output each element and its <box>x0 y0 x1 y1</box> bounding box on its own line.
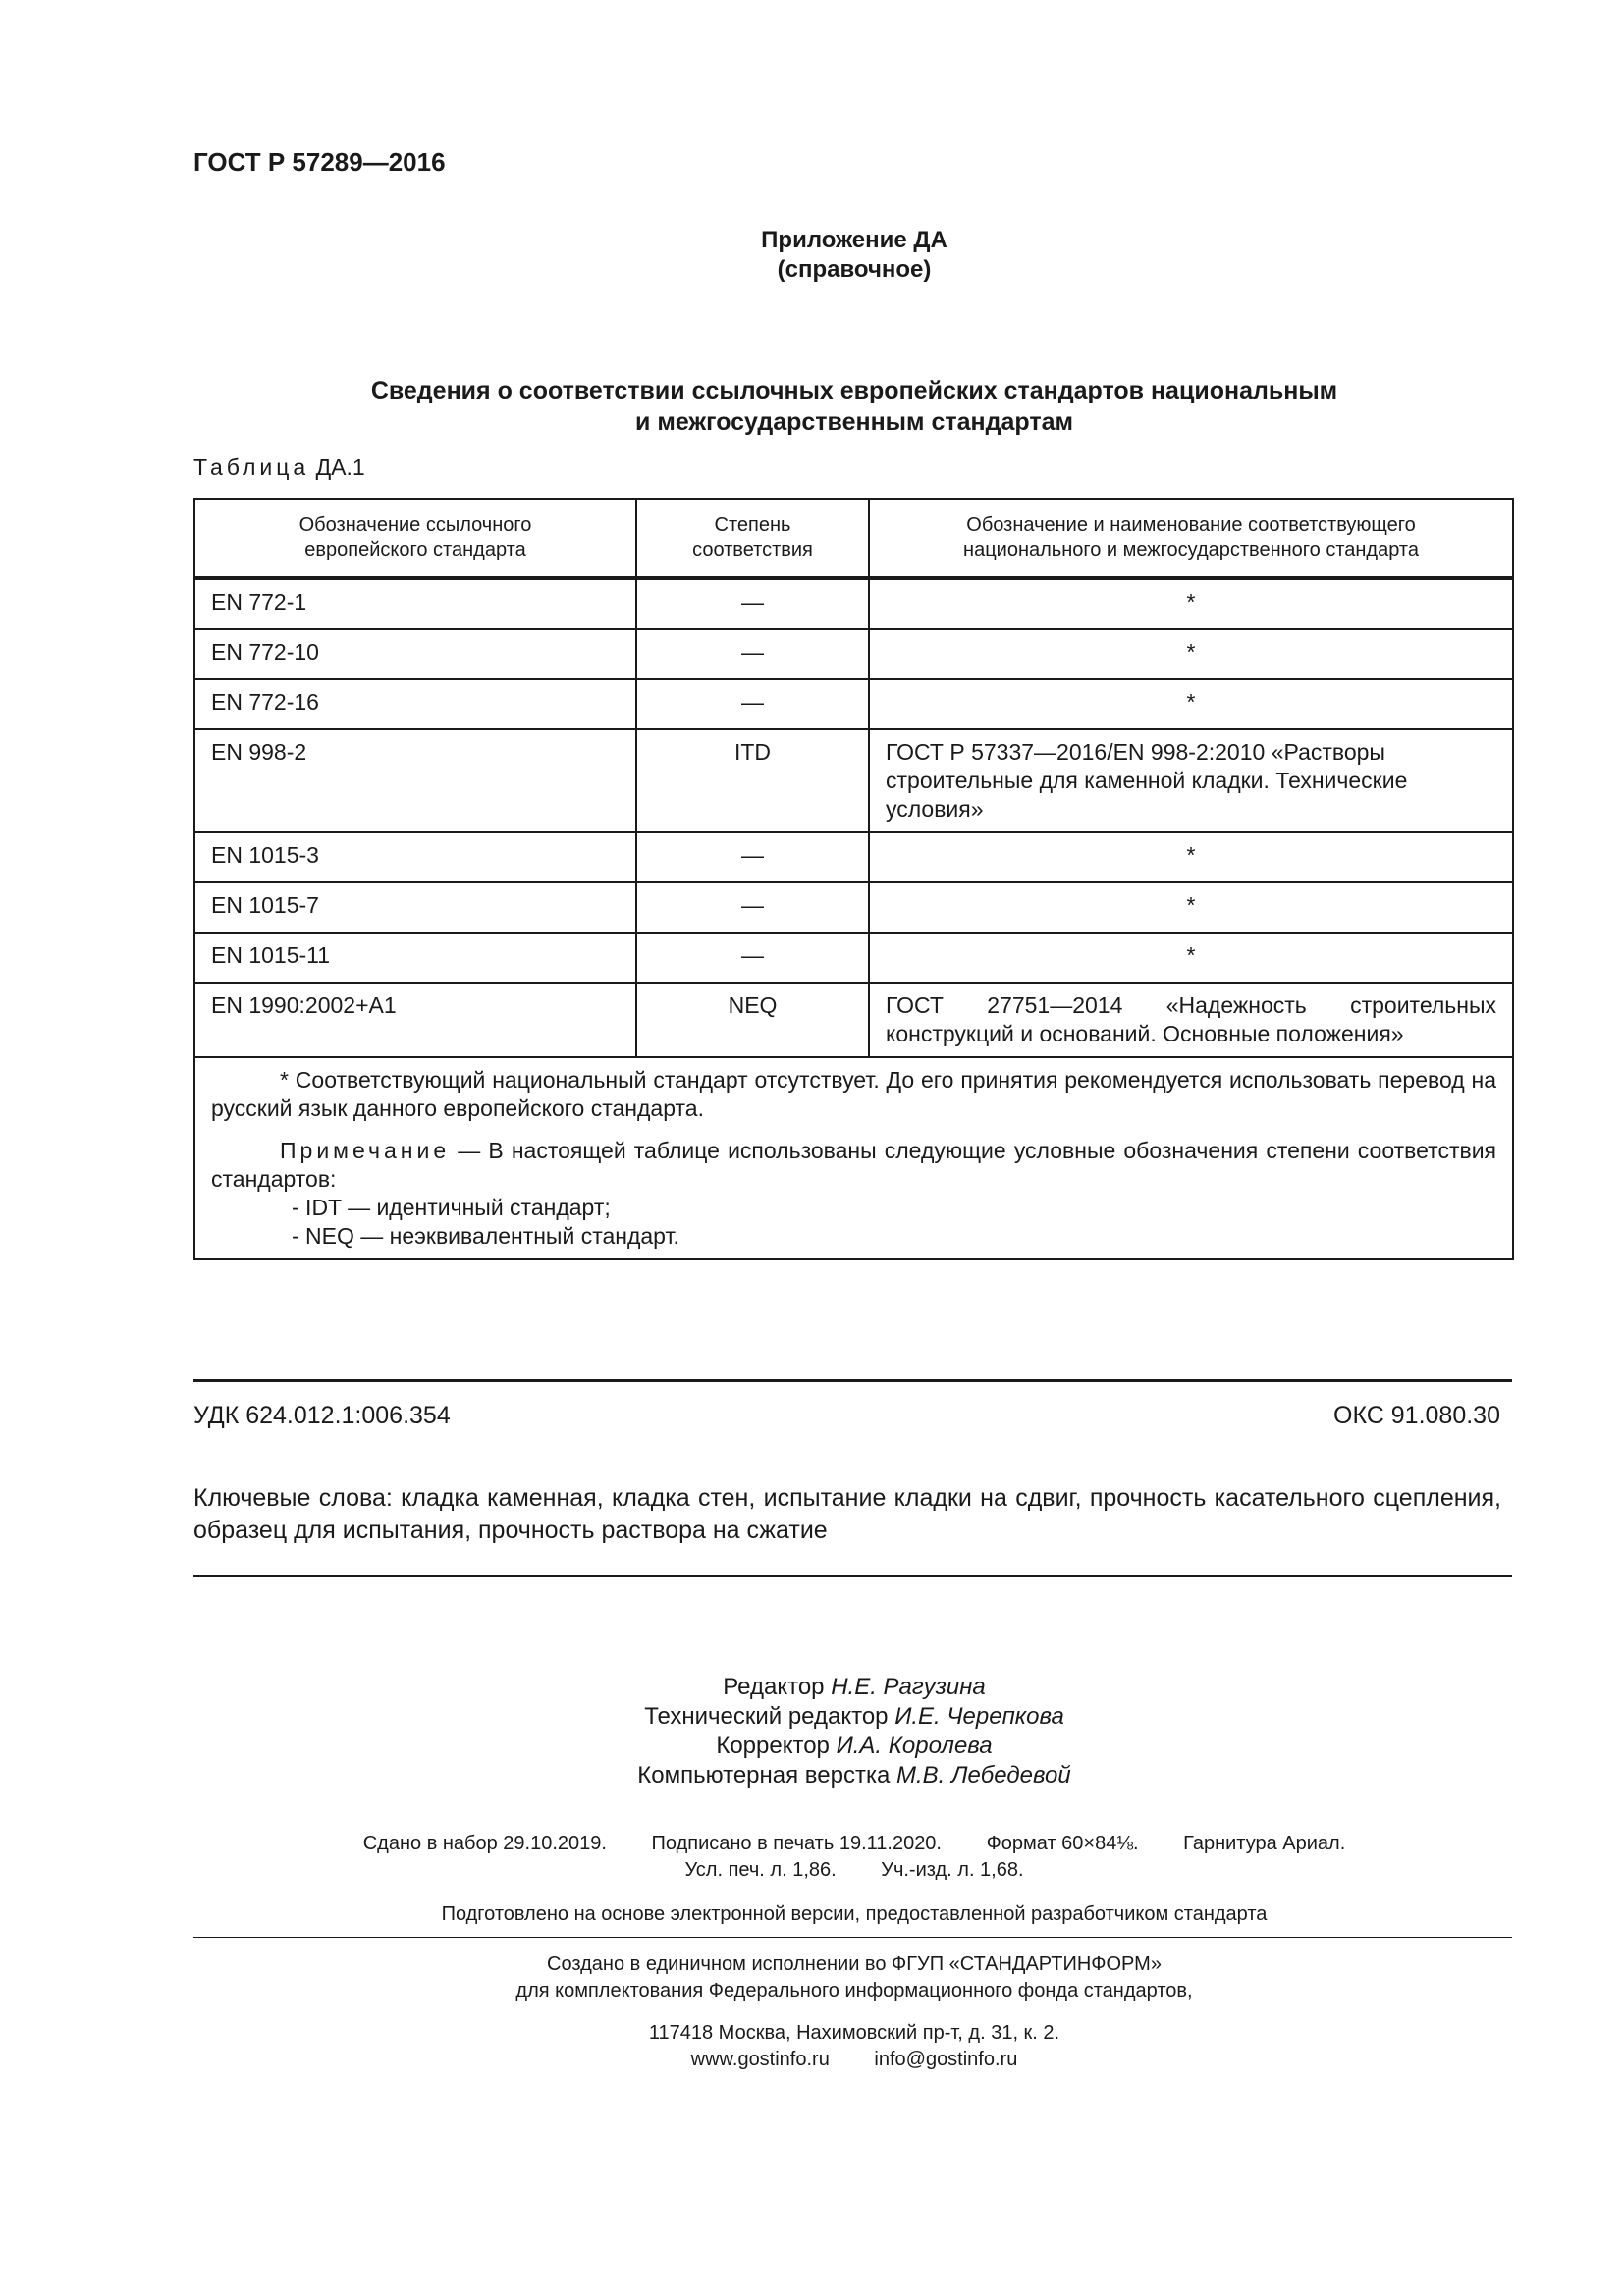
oks-code: ОКС 91.080.30 <box>1333 1402 1500 1429</box>
cell-standard: EN 772-10 <box>194 629 636 679</box>
cell-standard: EN 1015-7 <box>194 882 636 933</box>
website-link[interactable]: www.gostinfo.ru <box>690 2049 830 2070</box>
publication-info <box>0 1831 1624 1884</box>
cell-standard: EN 772-16 <box>194 679 636 729</box>
submitted-date: Сдано в набор 29.10.2019. <box>362 1833 607 1854</box>
cell-national: * <box>869 629 1513 679</box>
cell-national: * <box>869 933 1513 983</box>
table-note <box>211 1137 1496 1194</box>
publisher-note <box>0 1951 1624 2004</box>
table-footnote: * Соответствующий национальный стандарт отсутствует. До его принятия рекомендуется использовать перевод на русский язык данного европейского стандарта. <box>211 1067 1496 1121</box>
appendix-subtitle: (справочное) <box>777 256 932 283</box>
credit-technical-editor: Технический редактор И.Е. Черепкова <box>644 1703 1064 1730</box>
note-item: - NEQ — неэквивалентный стандарт. <box>292 1223 679 1249</box>
header-degree: Степень соответствия <box>636 499 869 578</box>
print-sheets: Усл. печ. л. 1,86. <box>684 1859 837 1881</box>
credit-editor: Редактор Н.Е. Рагузина <box>723 1674 986 1700</box>
table-notes <box>194 1057 1513 1259</box>
publisher-address: 117418 Москва, Нахимовский пр-т, д. 31, к. 2. <box>648 2022 1060 2044</box>
cell-national: * <box>869 578 1513 629</box>
table-row <box>194 832 1513 882</box>
credit-layout: Компьютерная верстка М.В. Лебедевой <box>637 1762 1071 1789</box>
section-title-line2: и межгосударственным стандартам <box>635 408 1073 436</box>
publisher-contacts <box>0 2020 1624 2073</box>
udk-code: УДК 624.012.1:006.354 <box>193 1402 451 1429</box>
table-row <box>194 882 1513 933</box>
publisher-line2: для комплектования Федерального информационного фонда стандартов, <box>515 1980 1193 2002</box>
cell-degree: — <box>636 578 869 629</box>
header-national-standard: Обозначение и наименование соответствующего национального и межгосударственного стандарта <box>869 499 1513 578</box>
table-row <box>194 629 1513 679</box>
cell-national: * <box>869 832 1513 882</box>
typeface: Гарнитура Ариал. <box>1183 1833 1346 1854</box>
cell-standard: EN 772-1 <box>194 578 636 629</box>
cell-degree: — <box>636 933 869 983</box>
table-row <box>194 578 1513 629</box>
credit-proofreader: Корректор И.А. Королева <box>716 1733 993 1759</box>
table-caption-word: Таблица <box>193 454 310 480</box>
appendix-heading <box>0 226 1624 285</box>
table-caption-number: ДА.1 <box>309 454 365 480</box>
paper-format: Формат 60×84⅛. <box>986 1833 1139 1854</box>
publication-sheets: Уч.-изд. л. 1,68. <box>881 1859 1024 1881</box>
appendix-title: Приложение ДА <box>761 227 947 253</box>
cell-national: * <box>869 679 1513 729</box>
section-title <box>0 375 1624 438</box>
publication-line2 <box>0 1857 1624 1884</box>
cell-national: ГОСТ Р 57337—2016/EN 998-2:2010 «Растворы строительные для каменной кладки. Технические условия» <box>869 729 1513 832</box>
document-code: ГОСТ Р 57289—2016 <box>193 147 446 177</box>
divider-publisher <box>193 1937 1512 1938</box>
divider-top <box>193 1379 1512 1382</box>
note-word: Примечание <box>280 1138 451 1163</box>
section-title-line1: Сведения о соответствии ссылочных европейских стандартов национальным <box>370 377 1338 404</box>
cell-degree: — <box>636 882 869 933</box>
header-reference-standard: Обозначение ссылочного европейского стандарта <box>194 499 636 578</box>
cell-standard: EN 1990:2002+A1 <box>194 983 636 1057</box>
cell-standard: EN 1015-3 <box>194 832 636 882</box>
credits <box>0 1673 1624 1790</box>
signed-date: Подписано в печать 19.11.2020. <box>651 1833 942 1854</box>
cell-degree: NEQ <box>636 983 869 1057</box>
publisher-links <box>0 2047 1624 2073</box>
correspondence-table <box>193 498 1514 1260</box>
table-header-row <box>194 499 1513 578</box>
cell-national: ГОСТ 27751—2014 «Надежность строительных конструкций и оснований. Основные положения» <box>869 983 1513 1057</box>
prepared-note: Подготовлено на основе электронной версии, предоставленной разработчиком стандарта <box>441 1903 1268 1925</box>
cell-degree: — <box>636 832 869 882</box>
cell-standard: EN 998-2 <box>194 729 636 832</box>
keywords: Ключевые слова: кладка каменная, кладка стен, испытание кладки на сдвиг, прочность касательного сцепления, образец для испытания, прочность раствора на сжатие <box>193 1484 1501 1544</box>
cell-standard: EN 1015-11 <box>194 933 636 983</box>
table-row <box>194 729 1513 832</box>
note-text: — В настоящей таблице использованы следующие условные обозначения степени соответствия стандартов: <box>211 1138 1496 1192</box>
table-caption <box>193 454 365 481</box>
table-row <box>194 933 1513 983</box>
cell-degree: — <box>636 629 869 679</box>
table-row <box>194 983 1513 1057</box>
cell-degree: ITD <box>636 729 869 832</box>
publication-line1 <box>0 1831 1624 1857</box>
divider-keywords <box>193 1575 1512 1577</box>
table-row <box>194 679 1513 729</box>
table-note-row <box>194 1057 1513 1259</box>
note-item: - IDT — идентичный стандарт; <box>292 1195 611 1220</box>
publisher-line1: Создано в единичном исполнении во ФГУП «СТАНДАРТИНФОРМ» <box>547 1953 1162 1975</box>
cell-degree: — <box>636 679 869 729</box>
cell-national: * <box>869 882 1513 933</box>
email-link[interactable]: info@gostinfo.ru <box>874 2049 1018 2070</box>
